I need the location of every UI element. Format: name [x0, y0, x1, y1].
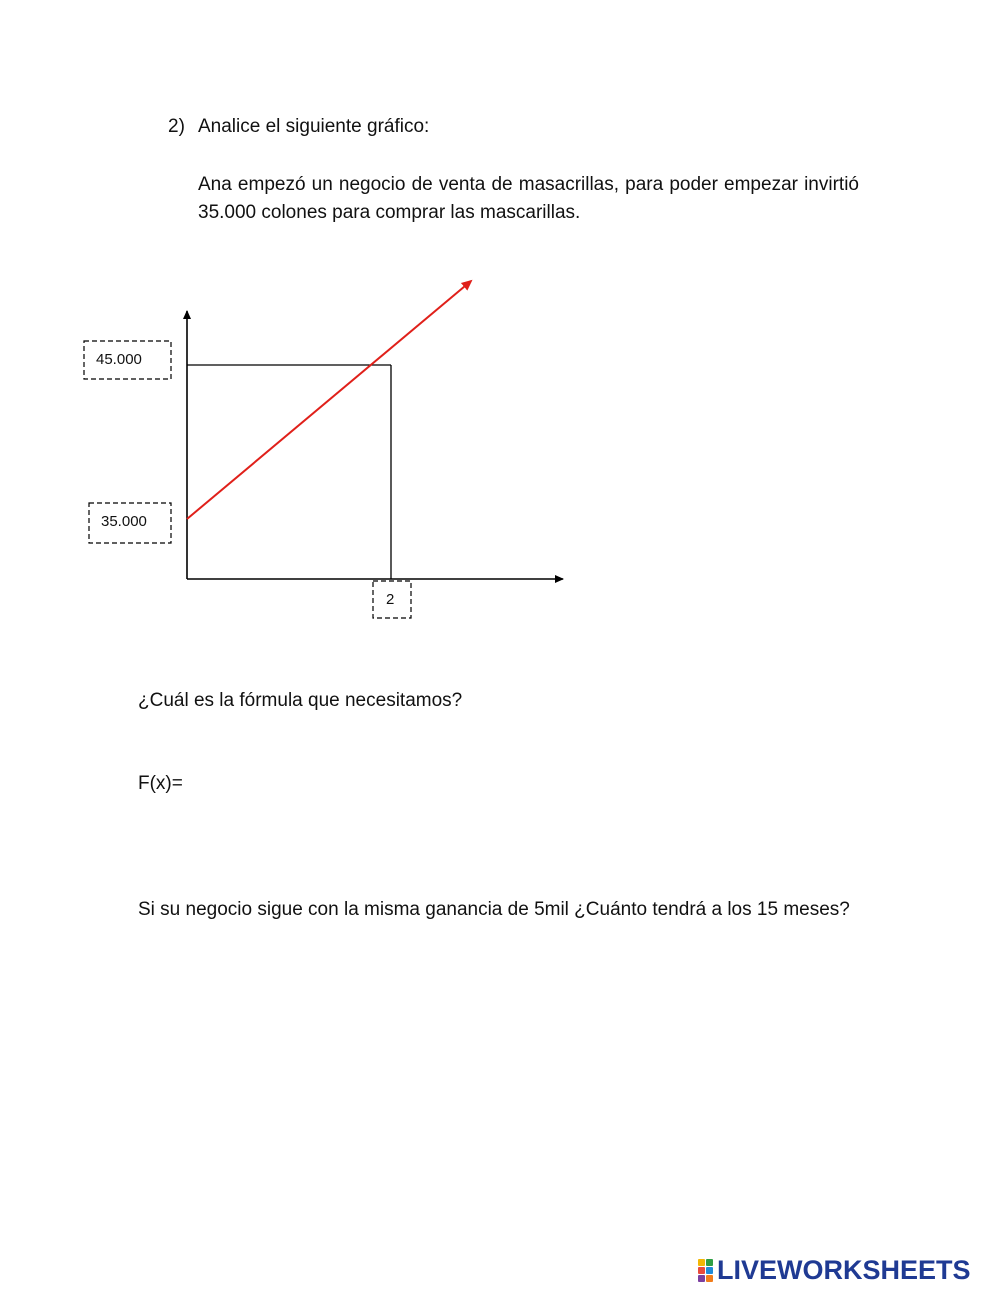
y-tick-label-high: 45.000: [96, 351, 142, 368]
question-intro: Ana empezó un negocio de venta de masacrillas, para poder empezar invirtió 35.000 colones para comprar las mascarillas.: [198, 174, 859, 223]
months-question: Si su negocio sigue con la misma ganancia de 5mil ¿Cuánto tendrá a los 15 meses?: [138, 899, 850, 920]
brand-logo-icon: [698, 1259, 713, 1282]
question-number: 2): [168, 116, 185, 137]
formula-question: ¿Cuál es la fórmula que necesitamos?: [138, 690, 463, 711]
brand-wordmark: LIVEWORKSHEETS: [717, 1255, 971, 1285]
question-title: Analice el siguiente gráfico:: [198, 116, 430, 137]
x-tick-label: 2: [386, 591, 395, 608]
series-line-ganancia: [187, 281, 471, 519]
y-tick-label-low: 35.000: [101, 513, 147, 530]
brand-footer: [698, 1255, 971, 1286]
fx-answer-label: F(x)=: [138, 773, 183, 794]
